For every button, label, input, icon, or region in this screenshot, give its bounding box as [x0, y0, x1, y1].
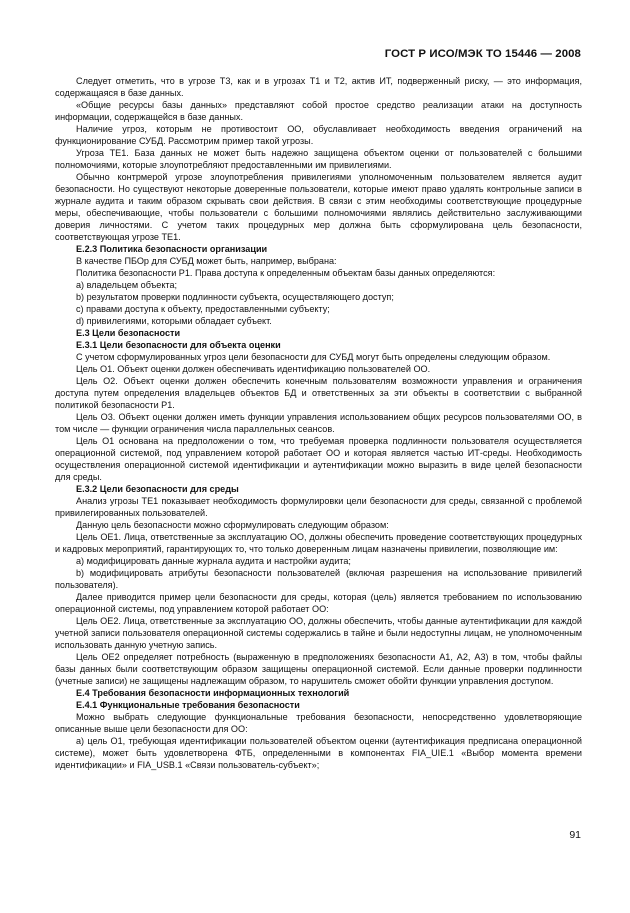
paragraph: d) привилегиями, которыми обладает субъект.	[76, 316, 272, 326]
paragraph: b) результатом проверки подлинности субъекта, осуществляющего доступ;	[76, 292, 394, 302]
paragraph: b) модифицировать атрибуты безопасности пользователей (включая разрешения на использование привилегий пользователя).	[55, 568, 582, 590]
paragraph: Можно выбрать следующие функциональные требования безопасности, непосредственно удовлетворяющие описанные выше цели безопасности для ОО:	[55, 712, 582, 734]
paragraph: Цель О1. Объект оценки должен обеспечивать идентификацию пользователей ОО.	[76, 364, 431, 374]
page-number: 91	[569, 829, 581, 841]
paragraph: Далее приводится пример цели безопасности для среды, которая (цель) является требованием по использованию операционной системы, под управлением которой работает ОО:	[55, 592, 582, 614]
paragraph: Цель О2. Объект оценки должен обеспечить конечным пользователям возможности управления и ограничения доступа путем определения владельцев объектов БД и ответственных за эти объекты в соответствии с выбранной политикой безопасности Р1.	[55, 376, 582, 410]
standard-header: ГОСТ Р ИСО/МЭК ТО 15446 — 2008	[384, 48, 581, 60]
paragraph: а) владельцем объекта;	[76, 280, 178, 290]
paragraph: Наличие угроз, которым не противостоит ОО, обуславливает необходимость введения ограничений на функционирование СУБД. Рассмотрим пример такой угрозы.	[55, 124, 582, 146]
paragraph: Цель ОЕ1. Лица, ответственные за эксплуатацию ОО, должны обеспечить проведение соответствующих процедурных и кадровых мероприятий, гарантирующих то, что только доверенным лицам назначены привилегии, позволяющие им:	[55, 532, 582, 554]
paragraph: Угроза ТЕ1. База данных не может быть надежно защищена объектом оценки от пользователей с большими полномочиями, которые злоупотребляют предоставленными им привилегиями.	[55, 148, 582, 170]
section-heading: Е.3 Цели безопасности	[76, 328, 181, 338]
paragraph: В качестве ПБОр для СУБД может быть, например, выбрана:	[76, 256, 337, 266]
paragraph: Данную цель безопасности можно сформулировать следующим образом:	[76, 520, 389, 530]
section-heading: Е.3.1 Цели безопасности для объекта оценки	[76, 340, 281, 350]
paragraph: Цель О3. Объект оценки должен иметь функции управления использованием общих ресурсов пользователями ОО, в том числе — функции ограничения числа параллельных сеансов.	[55, 412, 582, 434]
paragraph: Анализ угрозы ТЕ1 показывает необходимость формулировки цели безопасности для среды, связанной с проблемой привилегированных пользователей.	[55, 496, 582, 518]
paragraph: Следует отметить, что в угрозе Т3, как и в угрозах Т1 и Т2, актив ИТ, подверженный риску, — это информация, содержащаяся в базе данных.	[55, 76, 582, 98]
section-heading: Е.4 Требования безопасности информационных технологий	[76, 688, 350, 698]
paragraph: Политика безопасности Р1. Права доступа к определенным объектам базы данных определяются:	[76, 268, 496, 278]
document-body	[55, 75, 582, 771]
paragraph: Цель ОЕ2. Лица, ответственные за эксплуатацию ОО, должны обеспечить, чтобы данные аутентификации для каждой учетной записи пользователя операционной системы содержались в тайне и были недоступны лицам, не уполномоченным использовать данную учетную запись.	[55, 616, 582, 650]
paragraph: «Общие ресурсы базы данных» представляют собой простое средство реализации атаки на доступность информации, содержащейся в базе данных.	[55, 100, 582, 122]
section-heading: Е.3.2 Цели безопасности для среды	[76, 484, 239, 494]
section-heading: Е.2.3 Политика безопасности организации	[76, 244, 268, 254]
paragraph: а) цель О1, требующая идентификации пользователей объектом оценки (аутентификация предписана операционной системе), может быть удовлетворена ФТБ, определенными в компонентах FIA_UIE.1 «Выбор момента времени идентификации» и FIA_USB.1 «Связи пользователь-субъект»;	[55, 736, 582, 770]
paragraph: Цель ОЕ2 определяет потребность (выраженную в предположениях безопасности А1, А2, А3) в том, чтобы файлы базы данных были соответствующим образом защищены операционной системой. Если данные проверки подлинности (учетные записи) не защищены надлежащим образом, то нарушитель сможет обойти функции управления доступом.	[55, 652, 582, 686]
paragraph: Цель О1 основана на предположении о том, что требуемая проверка подлинности пользователя осуществляется операционной системой, под управлением которой работает ОО и которая является частью ИТ-среды. Необходимость осуществления операционной системой идентификации и аутентификации можно выразить в виде целей безопасности для среды.	[55, 436, 582, 482]
section-heading: Е.4.1 Функциональные требования безопасности	[76, 700, 300, 710]
paragraph: с) правами доступа к объекту, предоставленными субъекту;	[76, 304, 330, 314]
paragraph: а) модифицировать данные журнала аудита и настройки аудита;	[76, 556, 351, 566]
paragraph: С учетом сформулированных угроз цели безопасности для СУБД могут быть определены следующим образом.	[76, 352, 551, 362]
paragraph: Обычно контрмерой угрозе злоупотребления привилегиями уполномоченным пользователем является аудит безопасности. Но существуют некоторые доверенные пользователи, которые имеют право удалять контрольные записи в журнале аудита и таким образом скрывать свои действия. В связи с этим необходимы соответствующие процедурные меры, обеспечивающие, чтобы пользователи с большими полномочиями являлись действительно заслуживающими доверия личностями. С учетом таких процедурных мер должна быть сформулирована цель безопасности, соответствующая угрозе ТЕ1.	[55, 172, 582, 242]
